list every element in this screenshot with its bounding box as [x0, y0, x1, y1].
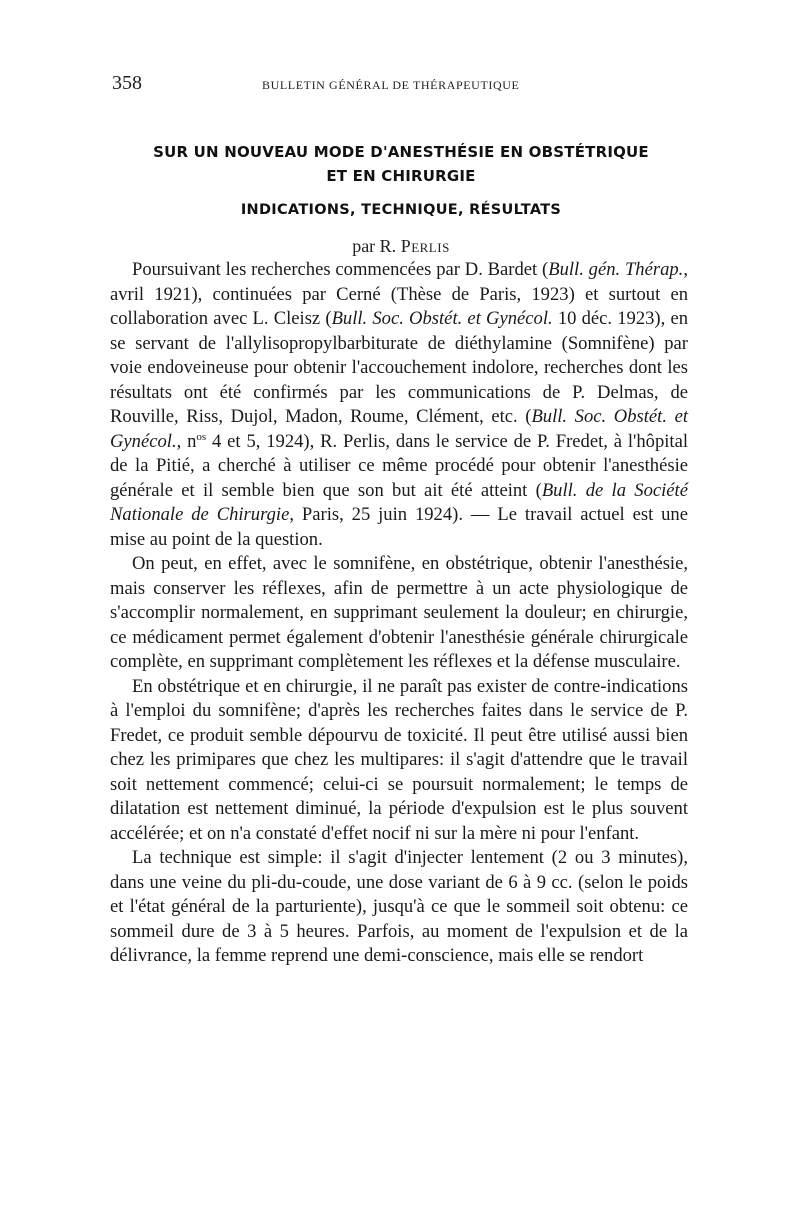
paragraph-1: [110, 258, 688, 552]
page-header: [112, 72, 688, 100]
article-body: [110, 258, 688, 969]
page-number: 358: [112, 72, 142, 94]
p1-superscript: os: [196, 430, 207, 443]
p1-text-6: , Paris, 25 juin 1924). — Le travail actuel est une mise au point de la question.: [110, 504, 688, 550]
p1-citation-1: Bull. gén. Thérap.: [548, 259, 684, 280]
byline-author: Perlis: [400, 236, 450, 256]
byline: [96, 236, 706, 257]
paragraph-4: La technique est simple: il s'agit d'injecter lentement (2 ou 3 minutes), dans une veine du pli-du-coude, une dose variant de 6 à 9 cc. (selon le poids et l'état général de la parturiente), jusqu'à ce que le sommeil soit obtenu: ce sommeil dure de 3 à 5 heures. Parfois, au moment de l'expulsion et de la délivrance, la femme reprend une demi-conscience, mais elle se rendort: [110, 847, 688, 966]
p1-citation-2: Bull. Soc. Obstét. et Gynécol.: [331, 308, 553, 329]
p1-text-3: 10 déc. 1923), en se servant de l'allylisopropylbarbiturate de diéthylamine (Somnifène) par voie endoveineuse pour obtenir l'accouchement indolore, recherches dont les résultats ont été confirmés par les communications de P. Delmas, de Rouville, Riss, Dujol, Madon, Roume, Clément, etc. (: [110, 308, 688, 427]
byline-prefix: par R.: [352, 236, 401, 256]
p1-citation-3: Bull. Soc. Obstét. et Gynécol.: [110, 406, 688, 452]
article-title-line-1: SUR UN NOUVEAU MODE D'ANESTHÉSIE EN OBSTÉTRIQUE: [153, 143, 649, 161]
article-subtitle: INDICATIONS, TECHNIQUE, RÉSULTATS: [240, 202, 562, 218]
p1-text-5: 4 et 5, 1924), R. Perlis, dans le service de P. Fredet, à l'hôpital de la Pitié, a cherché à utiliser ce même procédé pour obtenir l'anesthésie générale et il semble bien que son but ait été atteint (: [110, 430, 688, 501]
p1-text-1: Poursuivant les recherches commencées par D. Bardet (: [132, 259, 549, 280]
running-head: BULLETIN GÉNÉRAL DE THÉRAPEUTIQUE: [262, 78, 520, 92]
article-title-line-2: ET EN CHIRURGIE: [326, 167, 476, 185]
p1-citation-4: Bull. de la Société Nationale de Chirurgie: [110, 479, 688, 525]
paragraph-3: En obstétrique et en chirurgie, il ne paraît pas exister de contre-indications à l'emploi du somnifène; d'après les recherches faites dans le service de P. Fredet, ce produit semble dépourvu de toxicité. Il peut être utilisé aussi bien chez les primipares que chez les multipares: il s'agit d'attendre que le travail soit nettement commencé; celui-ci se poursuit normalement; le temps de dilatation est nettement diminué, la période d'expulsion est le plus souvent accélérée; et on n'a constaté d'effet nocif ni sur la mère ni pour l'enfant.: [110, 675, 688, 844]
article-title-block: [96, 140, 706, 257]
p1-text-4: , n: [176, 430, 197, 452]
p1-text-2: , avril 1921), continuées par Cerné (Thèse de Paris, 1923) et surtout en collaboration avec L. Cleisz (: [110, 259, 688, 329]
paragraph-2: On peut, en effet, avec le somnifène, en obstétrique, obtenir l'anesthésie, mais conserver les réflexes, afin de permettre à un acte physiologique de s'accomplir normalement, en supprimant seulement la douleur; en chirurgie, ce médicament permet également d'obtenir l'anesthésie générale chirurgicale complète, en supprimant complètement les réflexes et la défense musculaire.: [110, 553, 688, 672]
